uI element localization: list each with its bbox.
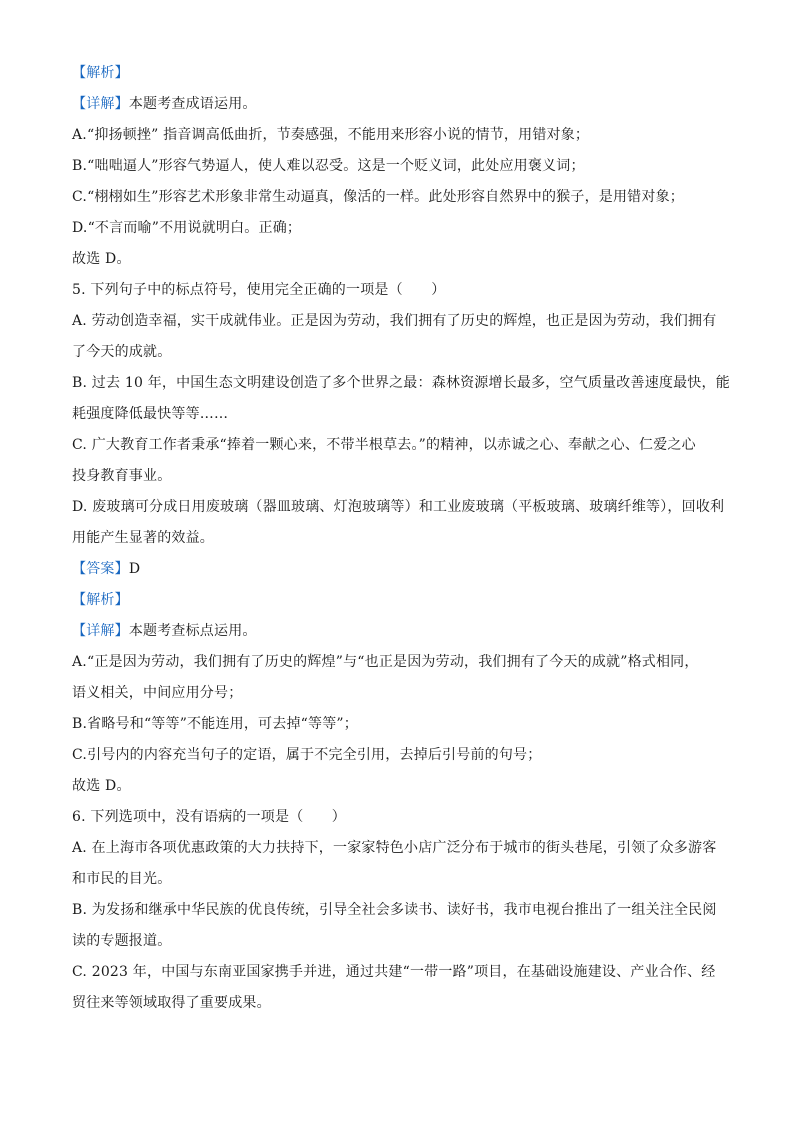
q6-stem: 6. 下列选项中，没有语病的一项是（ ）	[72, 809, 347, 825]
q4-conclusion: 故选 D。	[72, 251, 131, 267]
q5-option-a-line2: 了今天的成就。	[72, 344, 172, 360]
q4-explanation-a: A.“抑扬顿挫” 指音调高低曲折，节奏感强，不能用来形容小说的情节，用错对象；	[72, 127, 590, 143]
q4-analysis-heading	[72, 64, 724, 82]
q5-option-a-line1: A. 劳动创造幸福，实干成就伟业。正是因为劳动，我们拥有了历史的辉煌，也正是因为劳动，我们拥有	[72, 313, 717, 329]
q5-conclusion: 故选 D。	[72, 778, 131, 794]
answer-label: 【答案】	[72, 561, 129, 577]
q4-detail-heading	[72, 95, 724, 113]
q6-option-a-line2: 和市民的目光。	[72, 871, 172, 887]
q5-explanation-a-line2: 语义相关，中间应用分号；	[72, 685, 243, 701]
q6-option-c-line2: 贸往来等领域取得了重要成果。	[72, 995, 271, 1011]
xiangjie-text: 本题考查标点运用。	[128, 623, 257, 639]
q5-stem: 5. 下列句子中的标点符号，使用完全正确的一项是（ ）	[72, 282, 446, 298]
q4-explanation-d: D.“不言而喻”不用说就明白。正确；	[72, 220, 302, 236]
q6-option-c-line1: C. 2023 年，中国与东南亚国家携手并进，通过共建“一带一路”项目，在基础设施建设、产业合作、经	[72, 964, 716, 980]
q5-option-c-line2: 投身教育事业。	[72, 468, 172, 484]
q5-option-c-line1: C. 广大教育工作者秉承“捧着一颗心来，不带半根草去。”的精神，以赤诚之心、奉献之心、仁爱之心	[72, 437, 696, 453]
q5-explanation-a-line1: A.“正是因为劳动，我们拥有了历史的辉煌”与“也正是因为劳动，我们拥有了今天的成就”格式相同，	[72, 654, 699, 670]
q5-option-d-line2: 用能产生显著的效益。	[72, 530, 214, 546]
q4-explanation-c: C.“栩栩如生”形容艺术形象非常生动逼真，像活的一样。此处形容自然界中的猴子，是用错对象；	[72, 189, 684, 205]
q5-option-b-line2: 耗强度降低最快等等……	[72, 406, 229, 422]
q5-detail-heading	[72, 622, 724, 640]
q6-option-b-line1: B. 为发扬和继承中华民族的优良传统，引导全社会多读书、读好书，我市电视台推出了一组关注全民阅	[72, 902, 717, 918]
q5-explanation-b: B.省略号和“等等”不能连用，可去掉“等等”；	[72, 716, 358, 732]
xiangjie-text: 本题考查成语运用。	[128, 96, 257, 112]
q5-analysis-heading	[72, 591, 724, 609]
jiexi-label: 【解析】	[72, 65, 129, 81]
q5-option-b-line1: B. 过去 10 年，中国生态文明建设创造了多个世界之最：森林资源增长最多，空气质量改善速度最快，能	[72, 375, 730, 391]
xiangjie-label: 【详解】	[72, 96, 129, 112]
jiexi-label: 【解析】	[72, 592, 129, 608]
q6-option-b-line2: 读的专题报道。	[72, 933, 172, 949]
q5-answer	[72, 560, 724, 578]
xiangjie-label: 【详解】	[72, 623, 129, 639]
q5-option-d-line1: D. 废玻璃可分成日用废玻璃（器皿玻璃、灯泡玻璃等）和工业废玻璃（平板玻璃、玻璃纤维等），回收利	[72, 499, 725, 515]
q5-explanation-c: C.引号内的内容充当句子的定语，属于不完全引用，去掉后引号前的句号；	[72, 747, 542, 763]
q4-explanation-b: B.“咄咄逼人”形容气势逼人，使人难以忍受。这是一个贬义词，此处应用褒义词；	[72, 158, 585, 174]
answer-value: D	[128, 561, 141, 577]
q6-option-a-line1: A. 在上海市各项优惠政策的大力扶持下，一家家特色小店广泛分布于城市的街头巷尾，引领了众多游客	[72, 840, 717, 856]
